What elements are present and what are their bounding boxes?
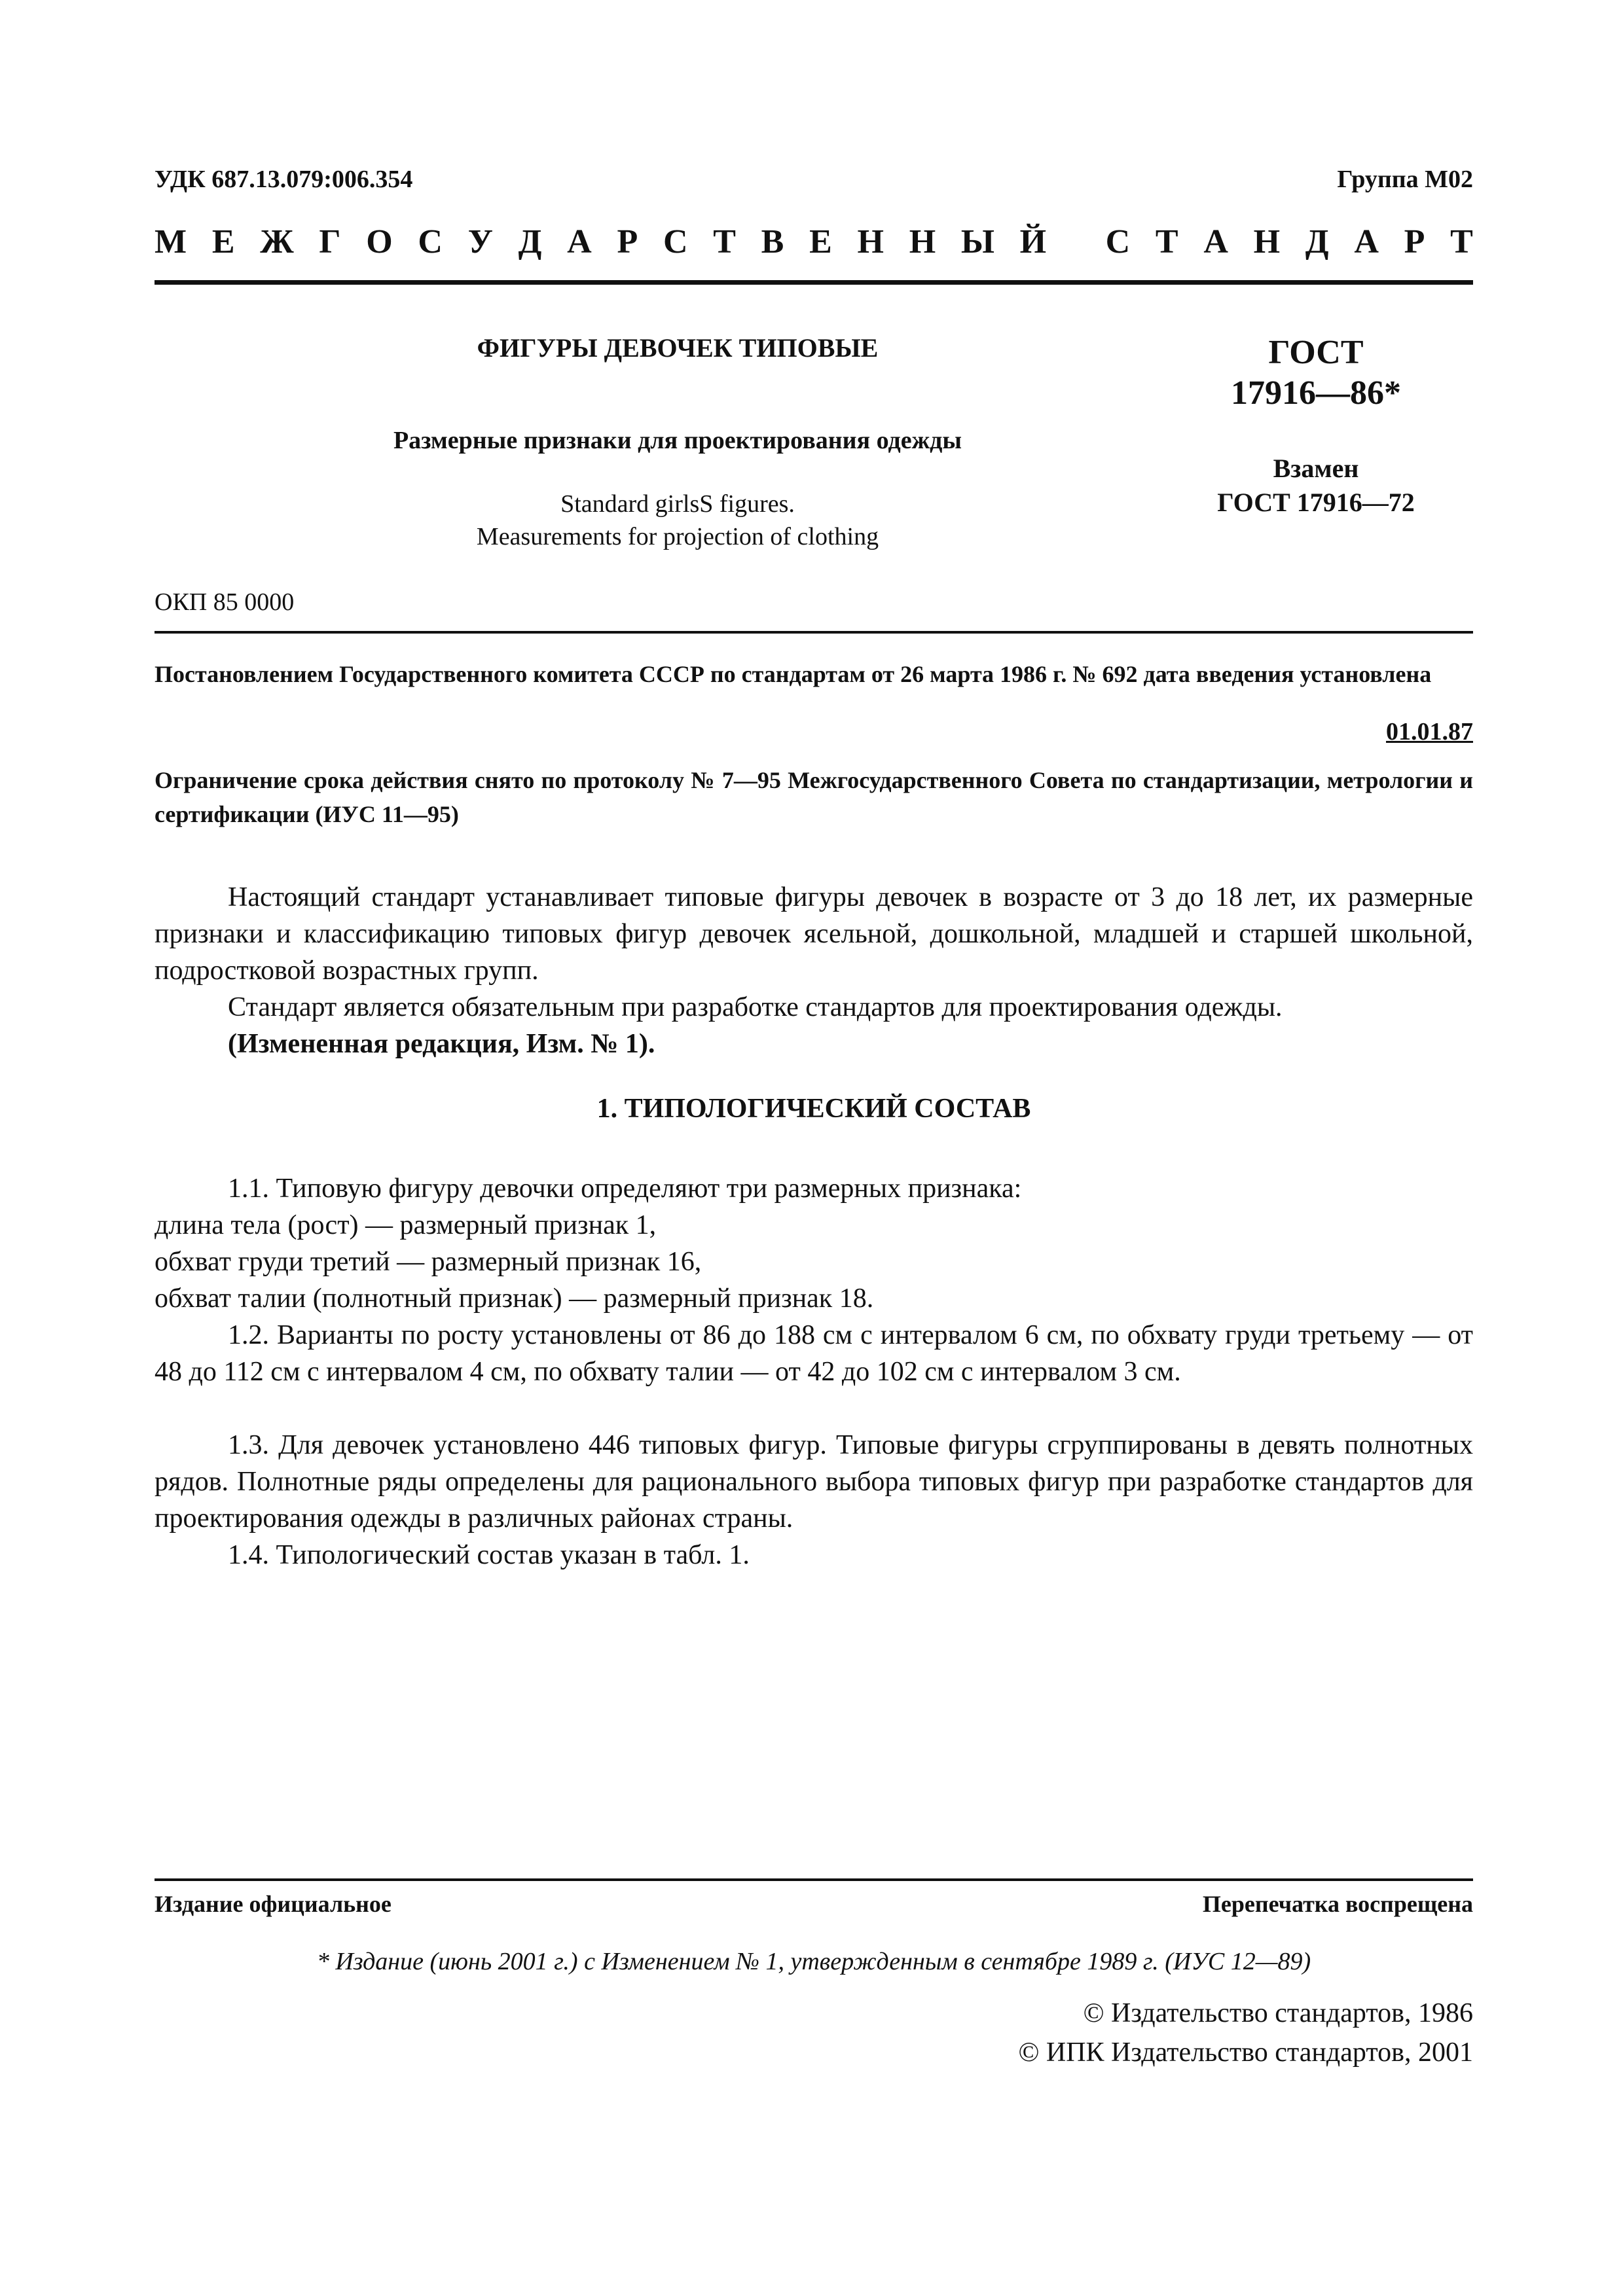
intro-paragraph-1: Настоящий стандарт устанавливает типовые фигуры девочек в возрасте от 3 до 18 лет, их размерные признаки и классификацию типовых фигур девочек ясельной, дошкольной, младшей и старшей школьной, подростковой возрастных групп. — [155, 882, 1473, 986]
gost-code — [1178, 332, 1453, 414]
footer-rule — [155, 1878, 1473, 1881]
okp-rule — [155, 631, 1473, 634]
heading-letter: Т — [713, 223, 736, 260]
interstate-standard-heading — [155, 223, 1473, 261]
section-title: 1. ТИПОЛОГИЧЕСКИЙ СОСТАВ — [596, 1094, 1031, 1124]
heading-letter: А — [567, 223, 592, 260]
official-edition-label: Издание официальное — [155, 1891, 392, 1917]
edition-note: * Издание (июнь 2001 г.) с Изменением № 1, утвержденным в сентябре 1989 г. (ИУС 12—89) — [316, 1948, 1311, 1975]
heading-letter: Д — [1305, 223, 1329, 260]
heading-letter: А — [1354, 223, 1379, 260]
heading-letter: Г — [319, 223, 341, 260]
heading-letter: Р — [1404, 223, 1425, 260]
heading-letter: Н — [857, 223, 884, 260]
replaces-code: ГОСТ 17916—72 — [1217, 488, 1415, 517]
group-code: Группа М02 — [1337, 166, 1473, 193]
heading-letter: Н — [1253, 223, 1281, 260]
heading-letter: Т — [1155, 223, 1178, 260]
udk-code: УДК 687.13.079:006.354 — [155, 166, 413, 193]
gost-label: ГОСТ — [1268, 334, 1364, 371]
heading-letter: В — [761, 223, 784, 260]
clause-1-2: 1.2. Варианты по росту установлены от 86 до 188 см с интервалом 6 см, по обхвату груди третьему — от 48 до 112 см с интервалом 4 см, по обхвату талии — от 42 до 102 см с интервалом 3 см. — [155, 1320, 1473, 1387]
clause-1-1: 1.1. Типовую фигуру девочки определяют три размерных признака: — [228, 1174, 1022, 1204]
intro-paragraph-2: Стандарт является обязательным при разработке стандартов для проектирования одежды. — [228, 992, 1283, 1022]
heading-letter: Е — [211, 223, 235, 260]
english-title — [262, 488, 1093, 553]
standard-title: ФИГУРЫ ДЕВОЧЕК ТИПОВЫЕ — [477, 333, 879, 363]
introduction-date: 01.01.87 — [1386, 718, 1473, 745]
resolution-text: Постановлением Государственного комитета СССР по стандартам от 26 марта 1986 г. № 692 дата введения установлена — [155, 661, 1432, 687]
heading-letter: Ы — [960, 223, 994, 260]
english-title-line-1: Standard girlsS figures. — [560, 490, 795, 518]
gost-block — [1178, 332, 1453, 520]
copyright-1986: © Издательство стандартов, 1986 — [1083, 1998, 1473, 2028]
heading-letter: С — [663, 223, 688, 260]
heading-letter: А — [1203, 223, 1228, 260]
amended-edition-note: (Измененная редакция, Изм. № 1). — [228, 1029, 655, 1059]
heading-letter: Т — [1450, 223, 1473, 260]
heading-letter: Р — [617, 223, 638, 260]
replaces-label: Взамен — [1273, 454, 1359, 483]
gost-number: 17916—86* — [1231, 374, 1401, 412]
replaces-block — [1178, 452, 1453, 520]
reprint-prohibited-label: Перепечатка воспрещена — [1202, 1891, 1473, 1917]
list-item-height: длина тела (рост) — размерный признак 1, — [155, 1210, 657, 1240]
heading-letter: Ж — [260, 223, 294, 260]
clause-1-3: 1.3. Для девочек установлено 446 типовых фигур. Типовые фигуры сгруппированы в девять полнотных рядов. Полнотные ряды определены для рационального выбора типовых фигур при разработке стандартов для проектирования одежды в различных районах страны. — [155, 1430, 1473, 1534]
header-rule — [155, 280, 1473, 285]
heading-letter: О — [366, 223, 393, 260]
english-title-line-2: Measurements for projection of clothing — [476, 523, 879, 550]
title-block — [262, 332, 1093, 553]
heading-letter — [1072, 223, 1080, 261]
heading-letter: Д — [518, 223, 542, 260]
heading-letter: Е — [809, 223, 832, 260]
list-item-waist: обхват талии (полнотный признак) — размерный признак 18. — [155, 1283, 874, 1314]
clause-1-4: 1.4. Типологический состав указан в табл. 1. — [228, 1540, 750, 1570]
list-item-chest: обхват груди третий — размерный признак 16, — [155, 1247, 702, 1277]
heading-letter: Н — [909, 223, 936, 260]
heading-letter: Й — [1019, 223, 1047, 260]
heading-letter: У — [467, 223, 493, 260]
heading-letter: С — [418, 223, 443, 260]
heading-letter: М — [155, 223, 187, 260]
heading-letter: С — [1105, 223, 1131, 260]
copyright-2001: © ИПК Издательство стандартов, 2001 — [1018, 2037, 1473, 2068]
okp-code: ОКП 85 0000 — [155, 588, 295, 616]
standard-subtitle: Размерные признаки для проектирования одежды — [393, 427, 962, 454]
limitation-text: Ограничение срока действия снято по протоколу № 7—95 Межгосударственного Совета по стандартизации, метрологии и сертификации (ИУС 11—95) — [155, 767, 1473, 827]
